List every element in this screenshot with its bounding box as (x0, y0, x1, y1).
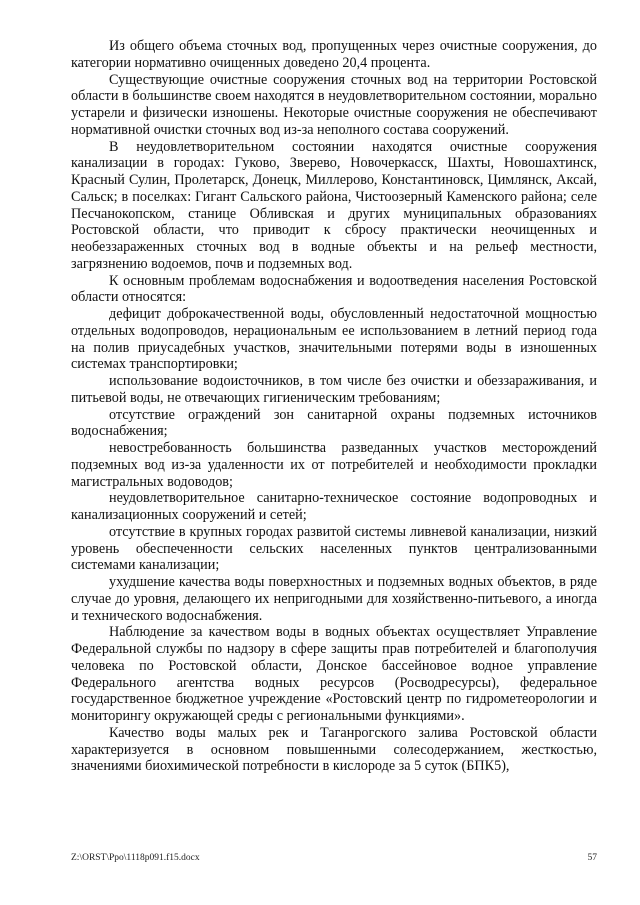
paragraph-unsatisfactory-facilities-list: В неудовлетворительном состоянии находятся очистные сооружения канализации в городах: Гуково, Зверево, Новочеркасск, Шахты, Новошахтинск, Красный Сулин, Пролетарск, Донецк, Миллерово, Константиновск, Цимлянск, Аксай, Сальск; в поселках: Гигант Сальского района, Чистоозерный Каменского района; селе Песчанокопском, станице Обливская и других муниципальных образованиях Ростовской области, что приводит к сбросу практически неочищенных и необеззараженных сточных вод в водные объекты и на рельеф местности, загрязнению водоемов, почв и подземных вод. (71, 138, 597, 272)
paragraph-monitoring-agencies: Наблюдение за качеством воды в водных объектах осуществляет Управление Федеральной службы по надзору в сфере защиты прав потребителей и благополучия человека по Ростовской области, Донское бассейновое водное управление Федерального агентства водных ресурсов (Росводресурсы), федеральное государственное бюджетное учреждение «Ростовский центр по гидрометеорологии и мониторингу окружающей среды с региональными функциями». (71, 624, 597, 724)
list-item-no-storm-drainage: отсутствие в крупных городах развитой системы ливневой канализации, низкий уровень обеспеченности сельских населенных пунктов централизованными системами канализации; (71, 523, 597, 574)
list-item-water-quality-decline: ухудшение качества воды поверхностных и подземных водных объектов, в ряде случае до уровня, делающего их непригодными для хозяйственно-питьевого, а иногда и технического водоснабжения. (71, 574, 597, 624)
paragraph-main-problems-intro: К основным проблемам водоснабжения и водоотведения населения Ростовской области относятся: (71, 272, 597, 306)
footer-file-path: Z:\ORST\Ppo\1118p091.f15.docx (71, 853, 200, 863)
list-item-no-protection-zones: отсутствие ограждений зон санитарной охраны подземных источников водоснабжения; (71, 406, 597, 440)
paragraph-treatment-facilities-condition: Существующие очистные сооружения сточных вод на территории Ростовской области в большинстве своем находятся в неудовлетворительном состоянии, морально устарели и физически изношены. Некоторые очистные сооружения не обеспечивают нормативной очистки сточных вод из-за неполного состава сооружений. (71, 71, 597, 138)
list-item-water-deficit: дефицит доброкачественной воды, обусловленный недостаточной мощностью отдельных водопроводов, нерациональным ее использованием в летний период года на полив приусадебных участков, значительными потерями воды в изношенных системах транспортировки; (71, 306, 597, 373)
paragraph-wastewater-treated: Из общего объема сточных вод, пропущенных через очистные сооружения, до категории нормативно очищенных доведено 20,4 процента. (71, 38, 597, 71)
paragraph-small-rivers-quality: Качество воды малых рек и Таганрогского залива Ростовской области характеризуется в основном повышенными солесодержанием, жесткостью, значениями биохимической потребности в кислороде за 5 суток (БПК5), (71, 724, 597, 775)
list-item-poor-infrastructure: неудовлетворительное санитарно-техническое состояние водопроводных и канализационных сооружений и сетей; (71, 490, 597, 523)
list-item-untreated-sources: использование водоисточников, в том числе без очистки и обеззараживания, и питьевой воды, не отвечающих гигиеническим требованиям; (71, 373, 597, 406)
footer-page-number: 57 (587, 853, 597, 863)
document-body (71, 38, 597, 775)
list-item-unused-deposits: невостребованность большинства разведанных участков месторождений подземных вод из-за удаленности их от потребителей и необходимости прокладки магистральных водоводов; (71, 440, 597, 490)
